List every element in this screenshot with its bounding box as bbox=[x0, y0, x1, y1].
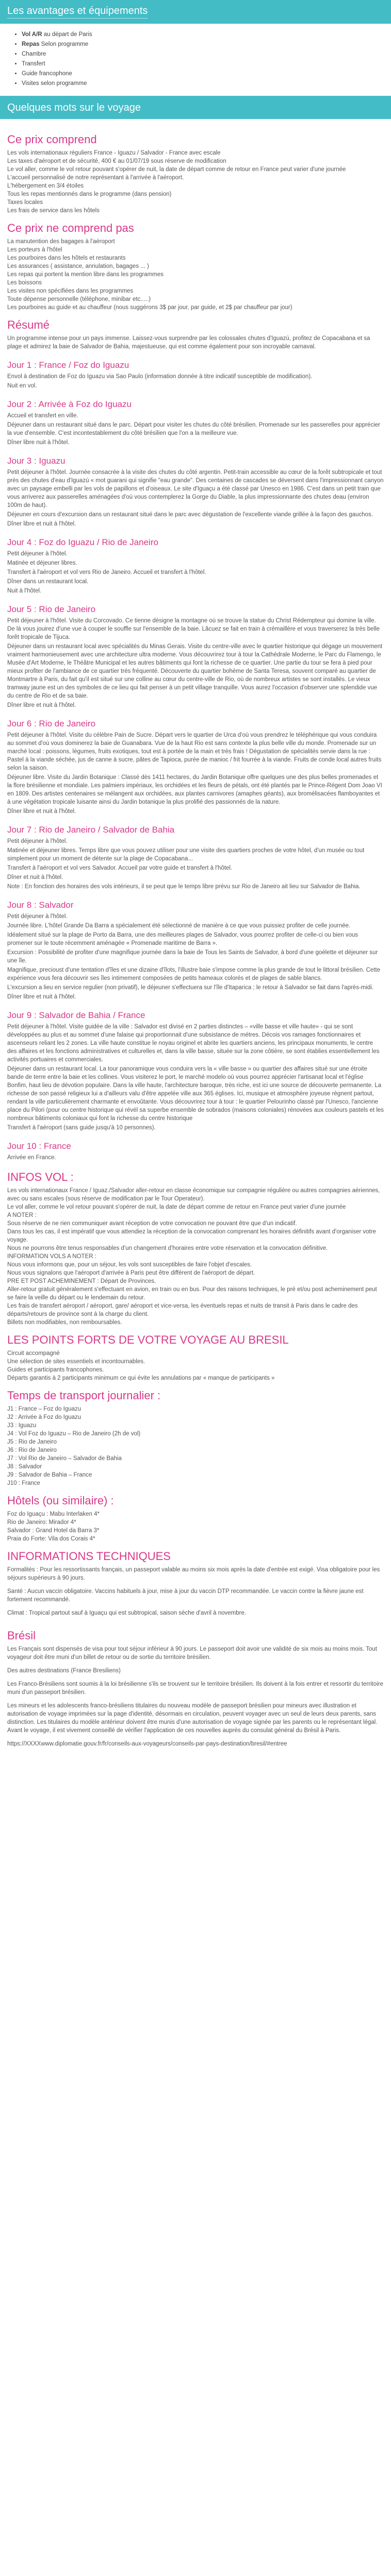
infos-paragraph: Nous vous signalons que l'aéroport d'arrivée à Paris peut être différent de l'aéroport de départ. bbox=[7, 1270, 255, 1276]
ne-comprend-list bbox=[7, 238, 384, 312]
infos-paragraph: INFORMATION VOLS A NOTER : bbox=[7, 1253, 96, 1260]
ne-comprend-line: Les assurances ( assistance, annulation, bagages ... ) bbox=[7, 263, 149, 269]
transport-line: J5 : Rio de Janeiro bbox=[7, 1439, 57, 1445]
day-section bbox=[7, 900, 384, 1001]
day-title: Jour 4 : Foz do Iguazu / Rio de Janeiro bbox=[7, 537, 158, 547]
day-title: Jour 3 : Iguazu bbox=[7, 456, 66, 466]
day-paragraph: Arrivée en France. bbox=[7, 1155, 56, 1161]
advantage-item-text: Transfert bbox=[22, 61, 45, 67]
tech-paragraph: Formalités : Pour les ressortissants français, un passeport valable au moins six mois après la date d'entrée est exigé. Visa obligatoire pour les séjours supérieurs à 90 jours. bbox=[7, 1567, 380, 1581]
advantage-item-bold: Repas bbox=[22, 41, 40, 47]
transport-line: J7 : Vol Rio de Janeiro – Salvador de Bahia bbox=[7, 1455, 122, 1462]
tech-title: INFORMATIONS TECHNIQUES bbox=[7, 1550, 171, 1563]
advantages-list bbox=[14, 30, 384, 89]
bresil-link[interactable]: https://XXXXwww.diplomatie.gouv.fr/fr/conseils-aux-voyageurs/conseils-par-pays-destination/bresil/#entree bbox=[7, 1741, 287, 1747]
ne-comprend-line: Les visites non spécifiées dans les programmes bbox=[7, 288, 134, 294]
day-paragraph: Dîner libre et nuit à l'hôtel. bbox=[7, 994, 76, 1000]
transport-line: J4 : Vol Foz do Iguazu – Rio de Janeiro (2h de vol) bbox=[7, 1431, 141, 1437]
comprend-line: Les frais de service dans les hôtels bbox=[7, 208, 100, 214]
day-section bbox=[7, 399, 384, 447]
tech-text bbox=[7, 1566, 384, 1622]
comprend-line: L'hébergement en 3/4 étoiles bbox=[7, 183, 84, 189]
comprend-line: Les taxes d'aéroport et de sécurité, 400 € au 01/07/19 sous réserve de modification bbox=[7, 158, 226, 164]
points-forts-line: Circuit accompagné bbox=[7, 1350, 60, 1357]
advantage-item bbox=[22, 49, 384, 59]
ne-comprend-line: Toute dépense personnelle (téléphone, minibar etc.....) bbox=[7, 296, 151, 302]
day-paragraph: Petit déjeuner à l'hôtel. Journée consacrée à la visite des chutes du côté argentin. Petit-train accessible au cœur de la forêt subtropicale et tout près des chutes d'eau d'Iguazú « mot guarani qui signifie "eau grande". Des centaines de cascades se déversent dans l'impressionnant canyon avec un paysage embelli par les vols de papillons et d'oiseaux. Le site d'Iguaçu a été classé par Unesco en 1986. C'est dans un petit train que vous arriverez aux passerelles aménagées d'où vous contemplerez la Gorge du Diable, la plus impressionnante des chutes deau (environ 100m de haut). bbox=[7, 469, 384, 509]
advantage-item bbox=[22, 79, 384, 89]
points-forts-line: Guides et participants francophones. bbox=[7, 1367, 104, 1373]
infos-paragraph: Les vols internationaux France / Iguaz./Salvador aller-retour en classe économique sur compagnie régulière ou autres compagnies aériennes, avec ou sans escales (sous réserve de modification par le Tour Operateur). bbox=[7, 1188, 380, 1202]
spacer bbox=[7, 1736, 384, 1740]
ne-comprend-line: La manutention des bagages à l'aéroport bbox=[7, 239, 115, 245]
advantage-item-text: au départ de Paris bbox=[42, 31, 92, 38]
day-paragraph: Dîner libre et nuit à l'hôtel. bbox=[7, 521, 76, 527]
bresil-paragraph: Les Franco-Brésiliens sont soumis à la loi brésilienne s'ils se trouvent sur le territoire brésilien. Ils doivent à la fois entrer et ressortir du territoire muni d'un passeport brésilien. bbox=[7, 1681, 383, 1696]
infos-paragraph: Les frais de transfert aéroport / aéroport, gare/ aéroport et vice-versa, les éventuels repas et nuits de transit à Paris dans le cadre des départs/retours de province sont à la charge du client. bbox=[7, 1303, 358, 1317]
spacer bbox=[7, 1583, 384, 1587]
day-paragraph: Nuit en vol. bbox=[7, 383, 37, 389]
day-title: Jour 2 : Arrivée à Foz do Iguazu bbox=[7, 399, 132, 409]
day-paragraph: Déjeuner dans un restaurant local. La tour panoramique vous conduira vers la « ville basse » ou quartier des affaires situé sur une étroite bande de terre entre la baie et les collines. Vous visiterez le port, le marché modelo où vous pourrez apprécier l'artisanat local et l'église Bonfim, haut lieu de dévotion populaire. Dans la ville haute, l'architecture baroque, très riche, est ici une source de découverte permanente. La richesse de son passé religieux lui a d'ailleurs valu d'être appelée ville aux 365 églises. Ici, musique et atmosphère joyeuse règnent partout, rendant la ville particulièrement charmante et envoûtante. Vous découvrirez tour à tour : le quartier Pelourinho classé par l'Unesco, l'ancienne place du Pilori (pour ou centre historique qui révèl sa superbe ensemble de sobrados (maisons coloniales) rénovées aux couleurs pastels et les nombreux bâtiments coloniaux qui font la richesse du centre historique bbox=[7, 1066, 384, 1122]
day-paragraph: Dîner et nuit à l'hôtel. bbox=[7, 874, 63, 880]
bresil-paragraph: Les Français sont dispensés de visa pour tout séjour inférieur à 90 jours. Le passeport doit avoir une validité de six mois au moins mois. Tout voyageur doit être muni d'un billet de retour ou de sortie du territoire brésilien. bbox=[7, 1646, 377, 1660]
infos-paragraph: Aller-retour gratuit généralement s'effectuant en avion, en train ou en bus. Pour des raisons techniques, le pré et/ou post acheminement peut se faire la veille du départ ou le lendemain du retour. bbox=[7, 1286, 377, 1301]
ne-comprend-line: Les pourboires au guide et au chauffeur (nous suggérons 3$ par jour, par guide, et 2$ par chauffeur par jour) bbox=[7, 304, 292, 311]
day-paragraph: Matinée et déjeuner libres. Temps libre que vous pouvez utiliser pour une visite des quartiers proches de votre hôtel, d'un musée ou tout simplement pour un moment de détente sur la plage de Copacabana... bbox=[7, 848, 365, 862]
day-paragraph: L'excursion a lieu en service regulier (non privatif), le déjeuner s'effectuera sur l'île d'Itaparica ; le retour à Salvador se fait dans l'après-midi. bbox=[7, 985, 374, 991]
points-forts-list bbox=[7, 1349, 384, 1382]
day-paragraph: Note : En fonction des horaires des vols intérieurs, il se peut que le temps libre prévu sur Rio de Janeiro ait lieu sur Salvador de Bahia. bbox=[7, 884, 361, 890]
spacer bbox=[7, 1618, 384, 1622]
ne-comprend-title: Ce prix ne comprend pas bbox=[7, 222, 134, 234]
day-section bbox=[7, 1010, 384, 1132]
day-paragraph: Dîner dans un restaurant local. bbox=[7, 579, 89, 585]
day-title: Jour 8 : Salvador bbox=[7, 900, 74, 910]
ne-comprend-line: Les repas qui portent la mention libre dans les programmes bbox=[7, 272, 164, 278]
day-section bbox=[7, 360, 384, 390]
day-paragraph: Journée libre. L'hôtel Grande Da Barra a spécialement été sélectionné de manière à ce que vous puissiez profiter de celle journée. bbox=[7, 923, 351, 929]
advantage-item-bold: Vol A/R bbox=[22, 31, 42, 38]
day-title: Jour 10 : France bbox=[7, 1141, 71, 1151]
infos-paragraph: Le vol aller, comme le vol retour pouvant s'opérer de nuit, la date de départ comme de retour en France peut varier d'une journée bbox=[7, 1204, 346, 1210]
advantage-item-text: Visites selon programme bbox=[22, 80, 87, 87]
transport-line: J6 : Rio de Janeiro bbox=[7, 1447, 57, 1453]
points-forts-line: Une sélection de sites essentiels et incontournables. bbox=[7, 1359, 145, 1365]
program-banner bbox=[0, 96, 391, 119]
transport-line: J1 : France – Foz do Iguazu bbox=[7, 1406, 82, 1412]
spacer bbox=[7, 1676, 384, 1680]
advantages-list-section bbox=[0, 24, 391, 96]
day-paragraph: Dîner libre et nuit à l'hôtel. bbox=[7, 808, 76, 815]
day-paragraph: Petit déjeuner à l'hôtel. Visite du Corcovado. Ce tienne désigne la montagne où se trouve la statue du Christ Rédempteur qui domine la ville. De là vous jouirez d'une vue à couper le souffle sur l'ensemble de la baie. Lâcuez se fait en train à crémaillère et vous traverserez la très belle forêt tropicale de Tijuca. bbox=[7, 618, 380, 640]
advantage-item bbox=[22, 30, 384, 40]
day-section bbox=[7, 604, 384, 709]
hotels-list bbox=[7, 1510, 384, 1543]
spacer bbox=[7, 1663, 384, 1667]
hotel-line: Foz do Iguaçu : Mabu Interlaken 4* bbox=[7, 1511, 100, 1517]
infos-paragraph: PRE ET POST ACHEMINEMENT : Départ de Provinces. bbox=[7, 1278, 156, 1284]
program-title: Quelques mots sur le voyage bbox=[7, 102, 141, 113]
advantage-item-text: Chambre bbox=[22, 51, 46, 57]
day-section bbox=[7, 719, 384, 816]
comprend-line: Les vols internationaux réguliers France - Iguazu / Salvador - France avec escale bbox=[7, 150, 221, 156]
tech-paragraph: Climat : Tropical partout sauf à Iguaçu qui est subtropical, saison sèche d'avril à novembre. bbox=[7, 1610, 247, 1616]
hotel-line: Praia do Forte: Vila dos Corais 4* bbox=[7, 1536, 95, 1542]
comprend-line: Taxes locales bbox=[7, 199, 43, 206]
comprend-list bbox=[7, 149, 384, 215]
infos-paragraph: Nous ne pourrons être tenus responsables d'un changement d'horaires entre votre réservation et la convocation définitive. bbox=[7, 1245, 328, 1251]
bresil-title: Brésil bbox=[7, 1629, 36, 1642]
day-paragraph: Nuit à l'hôtel. bbox=[7, 588, 42, 594]
day-section bbox=[7, 825, 384, 891]
day-section bbox=[7, 1141, 384, 1162]
tech-paragraph: Santé : Aucun vaccin obligatoire. Vaccins habituels à jour, mise à jour du vaccin DTP recommandée. Le vaccin contre la fièvre jaune est fortement recommandé. bbox=[7, 1588, 364, 1603]
day-paragraph: Envol à destination de Foz do Iguazu via Sao Paulo (information donnée à titre indicatif susceptible de modification). bbox=[7, 374, 313, 380]
advantages-title: Les avantages et équipements bbox=[7, 5, 148, 19]
points-forts-line: Départs garantis à 2 participants minimum ce qui évite les annulations par « manque de participants » bbox=[7, 1375, 275, 1381]
day-paragraph: Magnifique, precioust d'une tentation d'îles et une dizaine d'îlots, l'illustre baie s'impose comme la plus grande de tout le littoral brésilien. Cette expérience vous fera découvrir ses îles intimement composées de petits hameaux colorés et de plages de sable blancs. bbox=[7, 967, 381, 981]
day-title: Jour 7 : Rio de Janeiro / Salvador de Bahia bbox=[7, 825, 175, 835]
day-paragraph: Excursion : Possibilité de profiter d'une magnifique journée dans la baie de Tous les Saints de Salvador, à bord d'une goélette et déjeuner sur une île. bbox=[7, 950, 378, 964]
day-paragraph: Petit déjeuner à l'hôtel. bbox=[7, 838, 68, 844]
day-paragraph: Déjeuner dans un restaurant local avec spécialités du Minas Gerais. Visite du centre-ville avec le quartier historique qui dégage un mouvement vraiment harmonieusement avec une architecture ultra moderne. Vous découvrirez tour à tour la Cathédrale Moderne, le Parc du Flamengo, le Musée d'Art Moderne, le Théâtre Municipal et les autres bâtiments qui font la richesse de ce quartier. Une partie du tour se fera à pied pour mieux profiter de l'ambiance de ce quartier très fréquenté. Découverte du quartier bohème de Santa Teresa, souvent comparé au quartier de Montmartre à Paris, du fait qu'il est situé sur une colline au cœur du centre-ville de Rio, où de nombreux artistes se sont installés. Le vieux tramway jaune est un des symboles de ce lieu qui fait penser à un petit village tranquille. Vous aurez l'occasion d'observer une splendide vue du centre de Rio et de sa baie. bbox=[7, 643, 383, 699]
advantage-item bbox=[22, 40, 384, 49]
advantage-item bbox=[22, 69, 384, 79]
program-content bbox=[0, 119, 391, 1759]
resume-title: Résumé bbox=[7, 318, 50, 331]
day-paragraph: Dîner libre et nuit à l'hôtel. bbox=[7, 702, 76, 708]
advantage-item-text: Guide francophone bbox=[22, 71, 72, 77]
bresil-paragraph: Des autres destinations (France Bresiliens) bbox=[7, 1668, 121, 1674]
advantage-item-text: Selon programme bbox=[39, 41, 89, 47]
transport-line: J8 : Salvador bbox=[7, 1464, 42, 1470]
day-paragraph: Transfert à l'aéroport (sans guide jusqu'à 10 personnes). bbox=[7, 1125, 156, 1131]
hotel-line: Salvador : Grand Hotel da Barra 3* bbox=[7, 1528, 100, 1534]
day-title: Jour 6 : Rio de Janeiro bbox=[7, 719, 96, 728]
advantages-banner bbox=[0, 0, 391, 24]
bresil-paragraph: Les mineurs et les adolescents franco-brésiliens titulaires du nouveau modèle de passeport brésilien pour mineurs avec illustration et autorisation de voyage imprimées sur la page d'identité, désormais en circulation, peuvent voyager avec un seul de leurs deux parents, sans distinction. Les titulaires du modèle antérieur doivent être munis d'une autorisation de voyage signée par les parents ou le représentant légal. Avant le voyage, il est vivement conseillé de vérifier l'application de ces nouvelles auprès du consulat général du Brésil à Paris. bbox=[7, 1703, 378, 1734]
infos-text bbox=[7, 1187, 384, 1327]
day-title: Jour 1 : France / Foz do Iguazu bbox=[7, 360, 129, 370]
transport-line: J9 : Salvador de Bahia – France bbox=[7, 1472, 92, 1478]
hotel-line: Rio de Janeiro: Mirador 4* bbox=[7, 1519, 76, 1526]
infos-paragraph: Dans tous les cas, il est impératif que vous attendiez la réception de la convocation comprenant les horaires définitifs avant d'organiser votre voyage. bbox=[7, 1229, 376, 1243]
day-paragraph: Déjeuner en cours d'excursion dans un restaurant situé dans le parc avec dégustation de l'excellente viande grillée à la façon des gauchos. bbox=[7, 512, 373, 518]
day-paragraph: Petit déjeuner à l'hôtel. bbox=[7, 551, 68, 557]
day-paragraph: Matinée et déjeuner libres. bbox=[7, 560, 77, 566]
points-forts-title: LES POINTS FORTS DE VOTRE VOYAGE AU BRESIL bbox=[7, 1333, 289, 1346]
ne-comprend-line: Les porteurs à l'hôtel bbox=[7, 247, 62, 253]
day-paragraph: Accueil et transfert en ville. bbox=[7, 413, 78, 419]
transport-line: J3 : Iguazu bbox=[7, 1422, 37, 1429]
transport-title: Temps de transport journalier : bbox=[7, 1389, 161, 1402]
days-list bbox=[7, 360, 384, 1162]
day-paragraph: Déjeuner libre. Visite du Jardin Botanique : Classé dès 1411 hectares, du Jardin Botanique offre quelques une des plus belles promenades et la flore brésilienne et mondiale. Les palmiers impériaux, les orchidées et les fleurs de pétals, ont été plantés par le Prince-Régent Dom Joao VI en 1809. Des artistes centenaires se mélangent aux orchidées, aux plantes carnivores (amaphes géants), aux bromélisacées flamboyantes et à une végétation tropicale luisante ainsi du Jardin botanique la plus prolifié des passionnés de la nature. bbox=[7, 774, 382, 805]
infos-title: INFOS VOL : bbox=[7, 1171, 74, 1183]
infos-paragraph: Nous vous informons que, pour un séjour, les vols sont susceptibles de faire l'objet d'escales. bbox=[7, 1262, 252, 1268]
day-paragraph: Petit déjeuner à l'hôtel. Visite guidée de la ville : Salvador est divisé en 2 parties distinctes – «ville basse et ville haute» - qui se sont développées au plus et au sommet d'une falaise qui proportionnait d'une subsistance de métres. Décois vos ramages fonctionnaires et ascenseurs reliant les 2 zones. La ville haute constitue le noyau originel et abrite les quartiers anciens, les principaux monuments, le centre des affaires et les fonctions administratives et culturelles et, dans la ville basse, située sur la zone côtière, se sont établies essentiellement les activités portuaires et commerciales. bbox=[7, 1024, 380, 1063]
resume-text: Un programme intense pour un pays immense. Laissez-vous surprendre par les colossales chutes d'Iguazú, profitez de Copacabana et sa plage et admirez la baie de Salvador de Bahia, majestueuse, qui est comme également pour son incroyable carnaval. bbox=[7, 335, 370, 350]
infos-paragraph: A NOTER : bbox=[7, 1212, 37, 1218]
day-paragraph: Idéalement situé sur la plage de Porto da Barra, une des meilleures plages de Salvador, vous pourrez profiter de celle-ci ou bien vous promener sur le toute récemment aménagée « Promenade maritime de Barra ». bbox=[7, 932, 359, 946]
infos-paragraph: Sous réserve de ne rien communiquer avant réception de votre convocation ne pouvant être que d'un indicatif. bbox=[7, 1221, 297, 1227]
day-paragraph: Déjeuner dans un restaurant situé dans le parc. Départ pour visiter les chutes du côté brésilien. Promenade sur les passerelles pour apprécier la vue d'ensemble. C'est incontestablement du côté brésilien que l'on a la meilleure vue. bbox=[7, 422, 380, 436]
comprend-line: Le vol aller, comme le vol retour pouvant s'opérer de nuit, la date de départ comme de retour en France peut varier d'une journée bbox=[7, 166, 346, 173]
hotels-title: Hôtels (ou similaire) : bbox=[7, 1494, 114, 1507]
day-paragraph: Petit déjeuner à l'hôtel. Visite du célèbre Pain de Sucre. Départ vers le quartier de Urca d'où vous prendrez le téléphérique qui vous conduira au sommet d'où vous dominerez la baie de Guanabara. Vue de la haut Rio est sans contexte la plus belle ville du monde. Promenade sur un marché local : poissons, légumes, fruits exotiques, tout est à portée de la main et très frais ! Dégustation de spécialités servie dans la rue : Pastel à la viande séchée, jus de canne à sucre, pâtes de Tapioca, purée de manioc / frit fourrée à la viande. Fruits de conde local autres fruits selon la saison. bbox=[7, 732, 382, 771]
day-title: Jour 9 : Salvador de Bahia / France bbox=[7, 1010, 145, 1020]
transport-line: J10 : France bbox=[7, 1480, 40, 1486]
day-paragraph: Dîner libre nuit à l'hôtel. bbox=[7, 439, 70, 446]
transport-list bbox=[7, 1405, 384, 1487]
advantage-item bbox=[22, 59, 384, 69]
day-section bbox=[7, 537, 384, 595]
spacer bbox=[7, 1698, 384, 1702]
day-section bbox=[7, 456, 384, 528]
day-title: Jour 5 : Rio de Janeiro bbox=[7, 604, 96, 614]
comprend-title: Ce prix comprend bbox=[7, 133, 97, 146]
comprend-line: Tous les repas mentionnés dans le programme (dans pension) bbox=[7, 191, 172, 197]
comprend-line: L'accueil personnalisé de notre représentant à l'arrivée à l'aéroport. bbox=[7, 175, 184, 181]
day-paragraph: Transfert à l'aéroport et vol vers Rio de Janeiro. Accueil et transfert à l'hôtel. bbox=[7, 569, 206, 575]
day-paragraph: Transfert à l'aéroport et vol vers Salvador. Accueil par votre guide et transfert à l'hôtel. bbox=[7, 865, 233, 871]
day-paragraph: Petit déjeuner à l'hôtel. bbox=[7, 913, 68, 920]
infos-paragraph: Billets non modifiables, non remboursables. bbox=[7, 1319, 122, 1326]
transport-line: J2 : Arrivée à Foz do Iguazu bbox=[7, 1414, 82, 1420]
ne-comprend-line: Les pourboires dans les hôtels et restaurants bbox=[7, 255, 126, 261]
ne-comprend-line: Les boissons bbox=[7, 280, 42, 286]
spacer bbox=[7, 1605, 384, 1609]
bresil-text bbox=[7, 1645, 384, 1740]
